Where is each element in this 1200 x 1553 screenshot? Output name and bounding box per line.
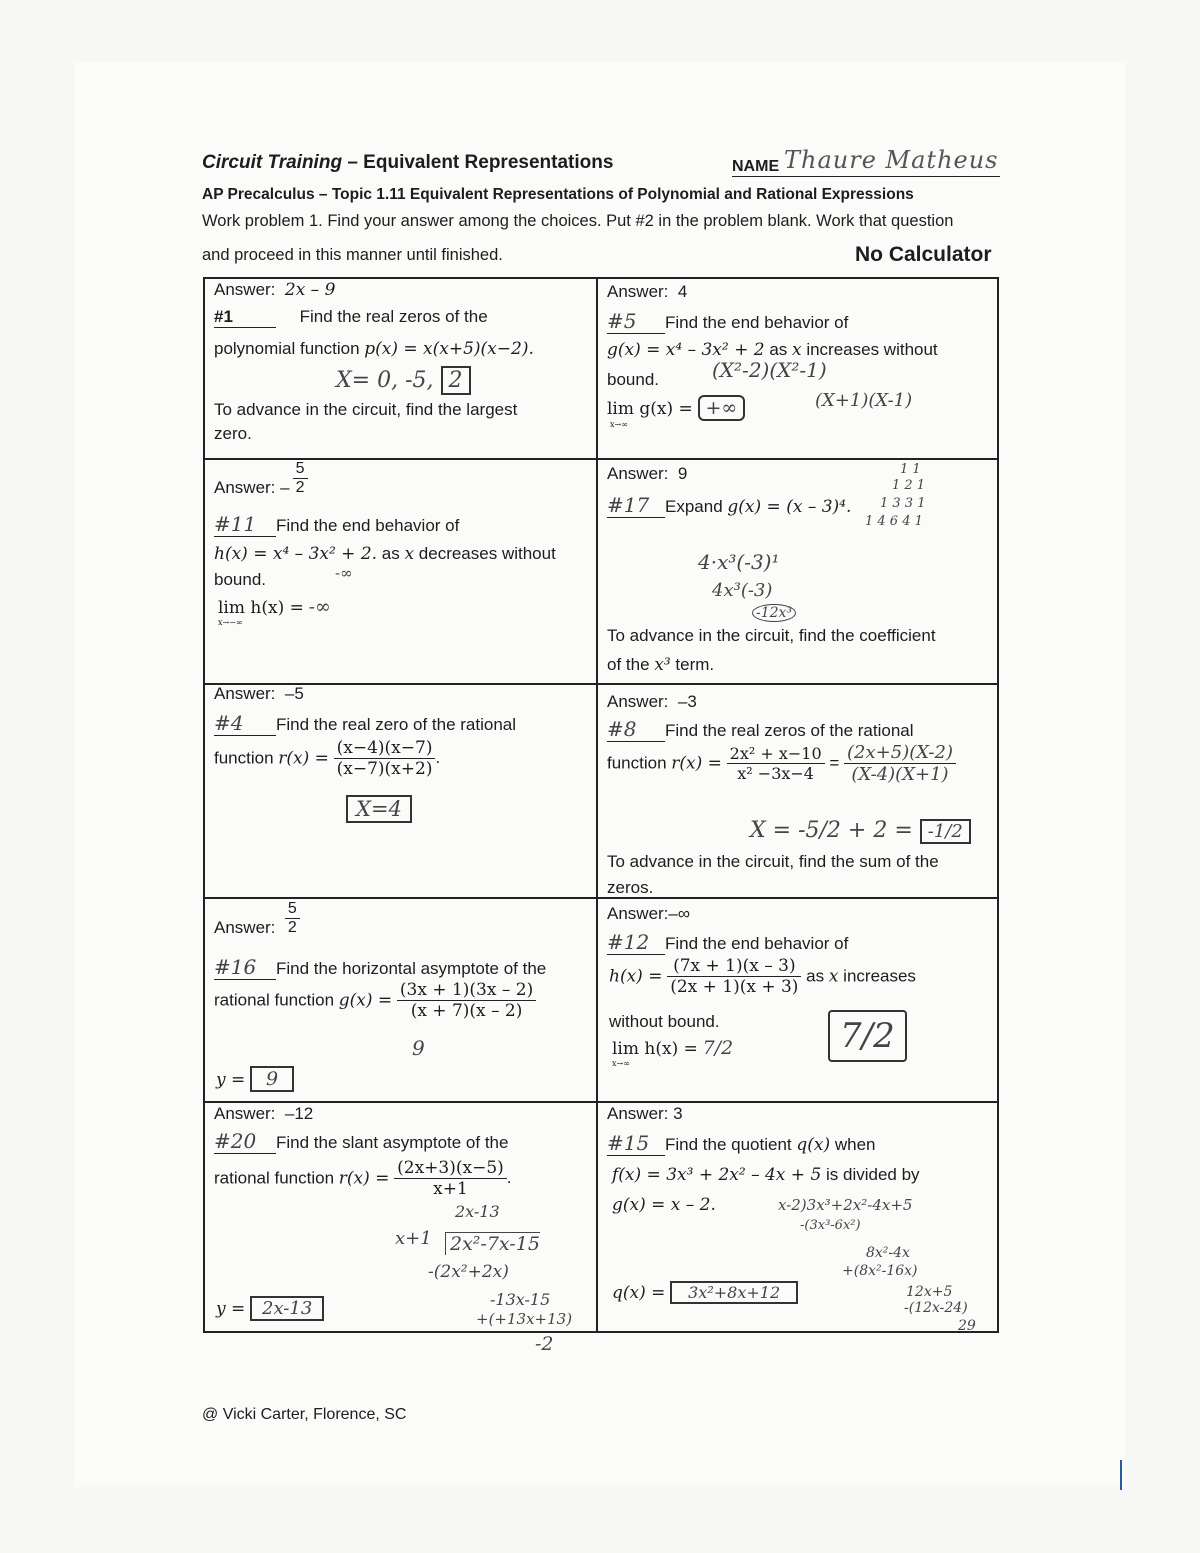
- problem-number: #8: [607, 717, 665, 742]
- worksheet-title: Circuit Training – Equivalent Representations: [202, 152, 614, 173]
- handwritten-work-3: -12x³: [752, 604, 796, 622]
- problem-text-2: g(x) = x – 2.: [612, 1195, 716, 1215]
- answer-line: Answer: $\frac{5}{2}$: [214, 900, 300, 937]
- problem-number: #4: [214, 711, 276, 736]
- handwritten-work: -∞: [335, 564, 353, 582]
- answer-line: Answer: –3: [607, 692, 697, 711]
- division-step-1: -(2x²+2x): [428, 1262, 509, 1282]
- handwritten-answer-box: 7/2: [828, 1010, 907, 1062]
- division-step-3: +(8x²-16x): [842, 1263, 918, 1279]
- problem-number: #15: [607, 1131, 665, 1156]
- problem-number: #16: [214, 955, 276, 980]
- rational-function: function r(x) = $\frac{\text{2x² + x−10}}{\text{x² −3x−4}}$ = $\frac{(2x+5)(X-2)}{(X-4)(X+1)}$: [607, 742, 956, 785]
- division-remainder: -2: [535, 1333, 554, 1355]
- advance-text-2: zero.: [214, 424, 252, 443]
- rational-function: rational function g(x) = $\frac{(3x + 1)(3x - 2)}{(x + 7)(x - 2)}$: [214, 980, 536, 1021]
- advance-text-1: To advance in the circuit, find the largest: [214, 400, 518, 419]
- handwritten-answer: X=4: [346, 795, 412, 823]
- problem-text-2: bound.: [607, 370, 659, 389]
- pascal-row-2: 1 2 1: [892, 478, 926, 493]
- handwritten-work-2: (X+1)(X-1): [815, 390, 913, 411]
- rational-function: h(x) = $\frac{(7x + 1)(x - 3)}{(2x + 1)(x + 3)}$ as x increases: [609, 956, 916, 997]
- handwritten-work-2: 4x³(-3): [712, 580, 773, 601]
- answer-line: Answer: –5: [214, 684, 304, 703]
- problem-line: #5 Find the end behavior of: [607, 309, 849, 333]
- problem-text: polynomial function p(x) = x(x+5)(x−2).: [214, 339, 534, 359]
- division-step-2: 8x²-4x: [866, 1245, 910, 1261]
- problem-line: #15 Find the quotient q(x) when: [607, 1131, 876, 1155]
- y-answer: y = 9: [216, 1068, 294, 1090]
- grid-divider-row-4: [203, 1101, 999, 1103]
- rational-function: rational function r(x) = $\frac{(2x+3)(x-5)}{x+1}$ .: [214, 1158, 512, 1199]
- problem-number: #5: [607, 309, 665, 334]
- limit-expression: lim h(x) = 7/2: [612, 1037, 734, 1059]
- problem-line: #11 Find the end behavior of: [214, 512, 460, 536]
- problem-line: #16 Find the horizontal asymptote of the: [214, 955, 547, 979]
- problem-line: #17 Expand g(x) = (x – 3)⁴.: [607, 493, 852, 517]
- answer-line: Answer: 4: [607, 282, 688, 301]
- problem-text: f(x) = 3x³ + 2x² – 4x + 5 is divided by: [612, 1165, 920, 1185]
- grid-divider-row-2: [203, 683, 999, 685]
- rational-function: function r(x) = $\frac{(x-4)(x-7)}{(x-7)(x+2)}$ .: [214, 738, 441, 779]
- answer-line: Answer:–∞: [607, 904, 690, 923]
- grid-divider-row-1: [203, 458, 999, 460]
- problem-number: #20: [214, 1129, 276, 1154]
- problem-line: #4 Find the real zero of the rational: [214, 711, 517, 735]
- problem-line: #8 Find the real zeros of the rational: [607, 717, 914, 741]
- limit-subscript: x→−∞: [218, 618, 243, 627]
- grid-divider-row-3: [203, 897, 999, 899]
- division-step-4: 12x+5: [906, 1284, 953, 1300]
- limit-subscript: x→∞: [612, 1059, 630, 1068]
- footer-credit: @ Vicki Carter, Florence, SC: [202, 1406, 407, 1423]
- division-setup: x-2)3x³+2x²-4x+5: [778, 1196, 913, 1214]
- division-dividend: 2x²-7x-15: [445, 1232, 540, 1255]
- problem-number: #11: [214, 512, 276, 537]
- worksheet-subtitle: AP Precalculus – Topic 1.11 Equivalent Representations of Polynomial and Rational Expressions: [202, 186, 914, 203]
- name-label: NAME: [732, 158, 780, 175]
- division-step-1: -(3x³-6x²): [800, 1218, 861, 1233]
- pascal-row-3: 1 3 3 1: [880, 496, 926, 511]
- problem-line: #12 Find the end behavior of: [607, 930, 849, 954]
- problem-text: g(x) = x⁴ – 3x² + 2 as x increases without: [607, 340, 938, 360]
- problem-line: #1 Find the real zeros of the: [214, 307, 488, 326]
- advance-text-1: To advance in the circuit, find the coefficient: [607, 626, 936, 645]
- problem-number: #1: [214, 307, 276, 328]
- answer-line: Answer: –12: [214, 1104, 314, 1123]
- handwritten-work: X= 0, -5, 2: [336, 368, 471, 393]
- advance-text-1: To advance in the circuit, find the sum of the: [607, 852, 939, 871]
- division-remainder: 29: [958, 1318, 976, 1334]
- problem-text: h(x) = x⁴ – 3x² + 2. as x decreases without: [214, 544, 556, 564]
- limit-subscript: x→∞: [610, 420, 628, 429]
- problem-line: #20 Find the slant asymptote of the: [214, 1129, 509, 1153]
- q-answer: q(x) = 3x²+8x+12: [612, 1283, 798, 1303]
- division-step-3: +(+13x+13): [476, 1310, 573, 1328]
- problem-text-2: without bound.: [609, 1012, 720, 1031]
- answer-line: Answer: 9: [607, 464, 688, 483]
- pascal-row-4: 1 4 6 4 1: [865, 514, 923, 529]
- problem-number: #12: [607, 930, 665, 955]
- name-field: [732, 148, 1000, 177]
- name-handwriting: Thaure Matheus: [784, 146, 999, 174]
- limit-expression: lim h(x) = -∞: [218, 596, 331, 618]
- problem-number: #17: [607, 493, 665, 518]
- y-answer: y = 2x-13: [216, 1298, 324, 1319]
- division-quotient: 2x-13: [455, 1202, 500, 1221]
- handwritten-work-1: 4·x³(-3)¹: [698, 550, 780, 574]
- pascal-row-1: 1 1: [900, 462, 921, 477]
- division-step-2: -13x-15: [490, 1290, 551, 1309]
- advance-text-2: zeros.: [607, 878, 654, 897]
- grid-divider-vertical: [596, 277, 598, 1333]
- instructions-line-1: Work problem 1. Find your answer among the choices. Put #2 in the problem blank. Work that question: [202, 212, 954, 230]
- page-edge-mark: [1120, 1460, 1122, 1490]
- no-calculator-label: No Calculator: [855, 243, 992, 266]
- instructions-line-2: and proceed in this manner until finished.: [202, 246, 503, 264]
- problem-text-2: bound.: [214, 570, 266, 589]
- division-divisor: x+1: [395, 1228, 432, 1249]
- division-step-5: -(12x-24): [904, 1300, 968, 1316]
- answer-line: Answer: 2x – 9: [214, 280, 336, 300]
- limit-expression: lim g(x) = +∞: [607, 397, 745, 419]
- handwritten-work-1: (X²-2)(X²-1): [712, 358, 827, 382]
- handwritten-work: 9: [412, 1036, 425, 1060]
- answer-line: Answer: 3: [607, 1104, 683, 1123]
- answer-line: Answer: – $\frac{5}{2}$: [214, 460, 308, 497]
- handwritten-work: X = -5/2 + 2 = -1/2: [750, 818, 971, 843]
- advance-text-2: of the x³ term.: [607, 655, 715, 675]
